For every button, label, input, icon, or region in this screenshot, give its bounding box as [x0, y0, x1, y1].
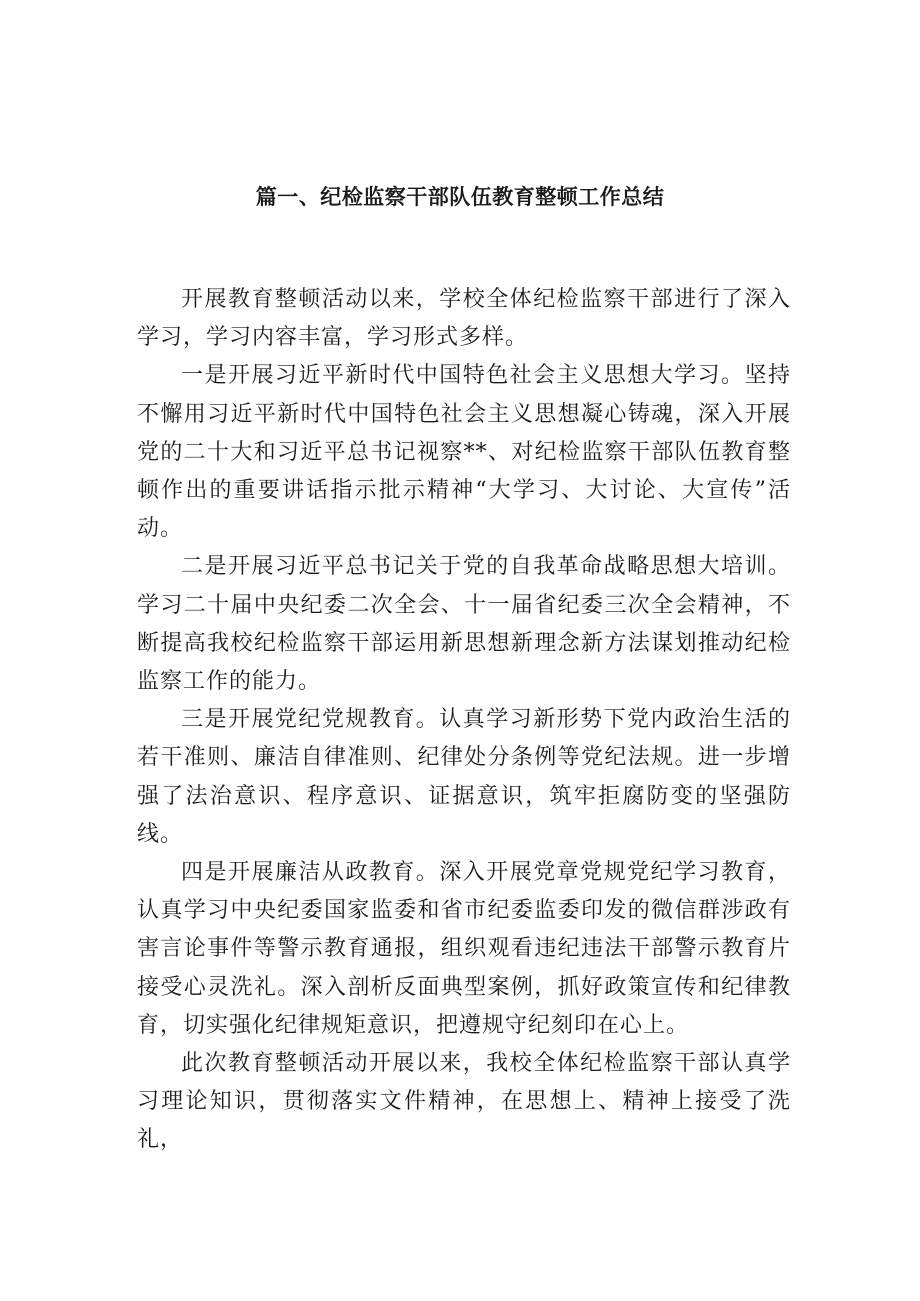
- paragraph-item-1: 一是开展习近平新时代中国特色社会主义思想大学习。坚持不懈用习近平新时代中国特色社会主义思想凝心铸魂，深入开展党的二十大和习近平总书记视察**、对纪检监察干部队伍教育整顿作出的重要讲话指示批示精神“大学习、大讨论、大宣传”活动。: [137, 363, 791, 542]
- paragraph-summary: 此次教育整顿活动开展以来，我校全体纪检监察干部认真学习理论知识，贯彻落实文件精神，在思想上、精神上接受了洗礼，: [137, 1051, 791, 1153]
- document-title: 篇一、纪检监察干部队伍教育整顿工作总结: [255, 185, 665, 209]
- paragraph-item-3: 三是开展党纪党规教育。认真学习新形势下党内政治生活的若干准则、廉洁自律准则、纪律处分条例等党纪法规。进一步增强了法治意识、程序意识、证据意识，筑牢拒腐防变的坚强防线。: [137, 707, 791, 847]
- paragraph-intro: 开展教育整顿活动以来，学校全体纪检监察干部进行了深入学习，学习内容丰富，学习形式多样。: [137, 287, 791, 351]
- document-body: [137, 281, 791, 1160]
- paragraph-item-2: 二是开展习近平总书记关于党的自我革命战略思想大培训。学习二十届中央纪委二次全会、十一届省纪委三次全会精神，不断提高我校纪检监察干部运用新思想新理念新方法谋划推动纪检监察工作的能力。: [137, 554, 791, 695]
- paragraph-item-4: 四是开展廉洁从政教育。深入开展党章党规党纪学习教育，认真学习中央纪委国家监委和省市纪委监委印发的微信群涉政有害言论事件等警示教育通报，组织观看违纪违法干部警示教育片接受心灵洗礼。深入剖析反面典型案例，抓好政策宣传和纪律教育，切实强化纪律规矩意识，把遵规守纪刻印在心上。: [137, 860, 791, 1038]
